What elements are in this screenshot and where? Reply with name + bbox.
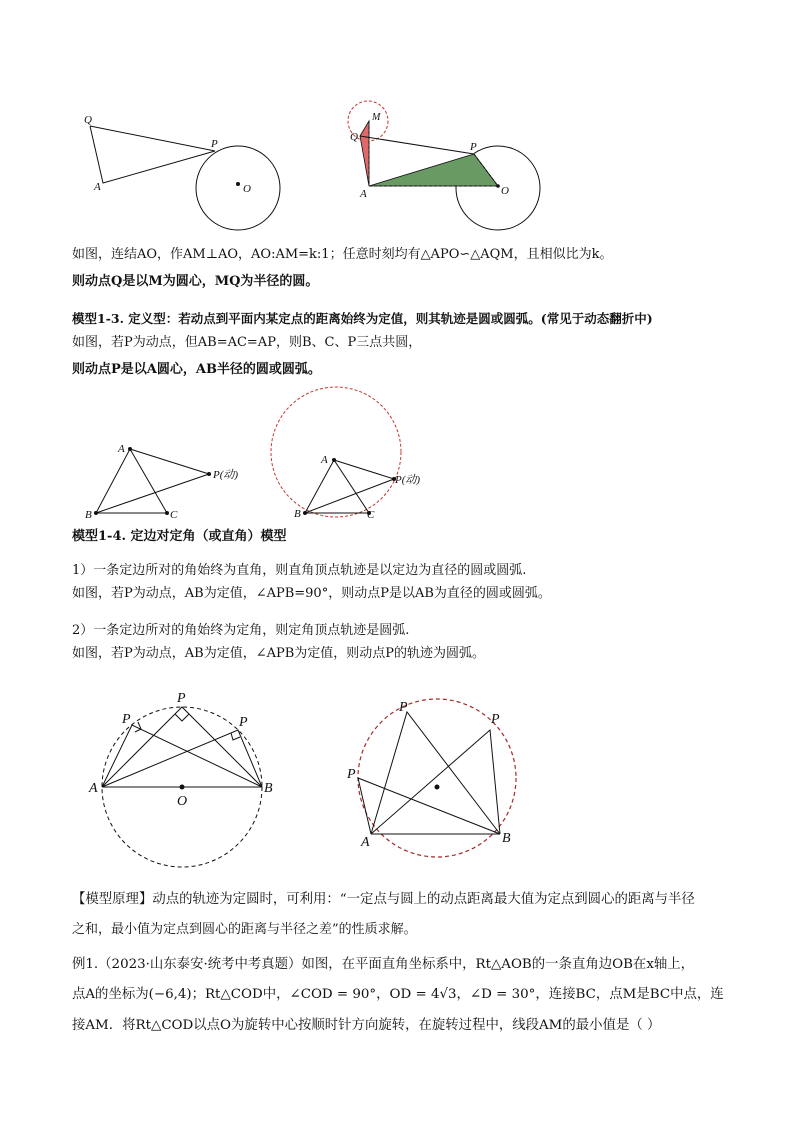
label-b: B — [294, 508, 301, 520]
text-line-7: 1）一条定边所对的角始终为直角，则直角顶点轨迹是以定边为直径的圆或圆弧. — [72, 563, 527, 578]
quad-lines — [90, 126, 215, 183]
point-p — [207, 472, 211, 476]
point-o — [236, 182, 240, 186]
text-line-9: 2）一条定边所对的角始终为定角，则定角顶点轨迹是圆弧. — [72, 623, 410, 638]
label-a: A — [360, 188, 367, 200]
point-o — [180, 785, 185, 790]
label-a: A — [118, 443, 125, 455]
point-b — [303, 511, 307, 515]
label-a: A — [361, 835, 370, 850]
figure-3-right — [340, 694, 540, 856]
triangle-abc — [96, 449, 167, 513]
triangle-apo — [369, 154, 498, 186]
label-p: P — [211, 138, 218, 150]
circle-o — [196, 146, 280, 230]
point-c — [165, 511, 169, 515]
label-p2: P — [491, 712, 500, 727]
text-line-8: 如图，若P为动点，AB为定值，∠APB=90°，则动点P是以AB为直径的圆或圆弧。 — [72, 586, 551, 601]
point-a — [128, 447, 132, 451]
figure-1-right — [336, 98, 546, 233]
right-triangle-1 — [102, 725, 262, 787]
angle-p2 — [371, 730, 500, 834]
right-angle-mark-3 — [231, 733, 240, 740]
label-p1: P — [399, 700, 408, 715]
point-o — [496, 184, 500, 188]
label-p3: P — [347, 767, 356, 782]
point-a — [332, 458, 336, 462]
label-b: B — [264, 781, 273, 796]
label-a: A — [94, 181, 101, 193]
text-line-12: 之和，最小值为定点到圆心的距离与半径之差”的性质求解。 — [72, 922, 417, 937]
label-b: B — [502, 831, 511, 846]
text-line-15: 接AM．将Rt△COD以点O为旋转中心按顺时针方向旋转，在旋转过程中，线段AM的最小值是（ ） — [72, 1018, 661, 1033]
label-o: O — [243, 183, 251, 195]
label-m: M — [372, 112, 381, 123]
label-p3: P — [239, 715, 248, 730]
text-line-4: 如图，若P为动点，但AB=AC=AP，则B、C、P三点共圆， — [72, 335, 422, 350]
right-angle-mark-2 — [175, 714, 189, 721]
label-p: P(动) — [213, 469, 239, 481]
text-line-10: 如图，若P为动点，AB为定值，∠APB为定值，则动点P的轨迹为圆弧。 — [72, 646, 486, 661]
text-line-1: 如图，连结AO，作AM⊥AO，AO:AM=k:1；任意时刻均有△APO∽△AQM，且相似比为k。 — [72, 247, 613, 262]
text-line-3: 模型1-3. 定义型：若动点到平面内某定点的距离始终为定值，则其轨迹是圆或圆弧。(常见于动态翻折中) — [72, 311, 653, 326]
figure-3-left — [84, 688, 284, 870]
point-center — [435, 785, 440, 790]
line-bp — [96, 474, 209, 513]
text-line-2: 则动点Q是以M为圆心，MQ为半径的圆。 — [72, 274, 319, 289]
right-triangle-3 — [102, 730, 262, 787]
triangle-aqm — [360, 121, 369, 186]
figure-2-left — [80, 440, 260, 522]
label-o: O — [177, 794, 188, 809]
label-p: P(动) — [395, 474, 421, 486]
label-a: A — [321, 454, 328, 466]
angle-p1 — [371, 712, 500, 834]
label-p: P — [470, 141, 477, 153]
text-line-6: 模型1-4. 定边对定角（或直角）模型 — [72, 529, 287, 544]
text-line-14: 点A的坐标为(−6,4)；Rt△COD中，∠COD = 90°，OD = 4√3，∠D = 30°，连接BC，点M是BC中点，连 — [72, 987, 724, 1002]
figure-2-right — [268, 386, 448, 526]
point-b — [94, 511, 98, 515]
label-q: Q — [350, 131, 358, 143]
line-ap — [334, 460, 394, 479]
label-o: O — [501, 185, 509, 197]
label-c: C — [170, 509, 178, 521]
figure-1-left — [80, 110, 280, 235]
line-qp — [360, 136, 474, 154]
dashed-circle-a — [271, 387, 401, 517]
label-b: B — [85, 509, 92, 521]
text-line-11: 【模型原理】动点的轨迹为定圆时，可利用：“一定点与圆上的动点距离最大值为定点到圆心的距离与半径 — [72, 892, 695, 907]
label-q: Q — [84, 114, 92, 126]
text-line-13: 例1.（2023·山东泰安·统考中考真题）如图，在平面直角坐标系中，Rt△AOB的一条直角边OB在x轴上， — [72, 957, 695, 972]
label-p1: P — [122, 712, 131, 727]
label-c: C — [367, 509, 375, 521]
label-a: A — [89, 781, 98, 796]
text-line-5: 则动点P是以A圆心，AB半径的圆或圆弧。 — [72, 362, 321, 377]
label-p2: P — [177, 691, 186, 706]
